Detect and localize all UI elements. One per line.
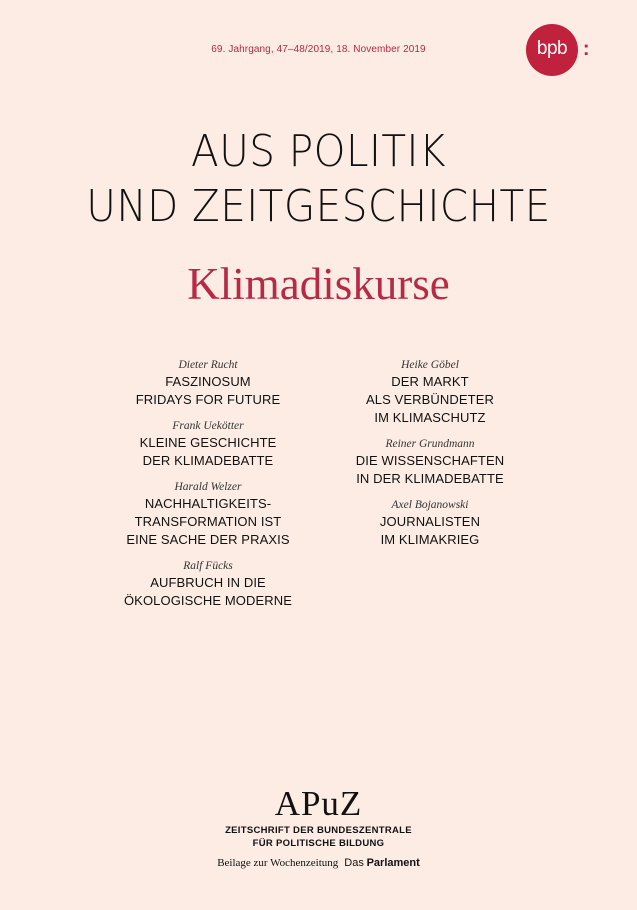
article-headline: ALS VERBÜNDETER [366, 392, 494, 407]
article-headline: IN DER KLIMADEBATTE [356, 471, 504, 486]
article-author: Heike Göbel [401, 359, 459, 371]
article-headline: TRANSFORMATION IST [134, 514, 282, 529]
article-headline: NACHHALTIGKEITS- [144, 496, 272, 511]
issue-topic: Klimadiskurse [187, 259, 450, 309]
bpb-logo-colon: : [582, 38, 589, 60]
newspaper-parlament: Parlament [366, 857, 420, 869]
article-headline: ÖKOLOGISCHE MODERNE [123, 593, 293, 608]
article-headline: AUFBRUCH IN DIE [150, 575, 266, 590]
article-entry [330, 435, 530, 488]
bpb-logo [526, 24, 589, 76]
article-entry [108, 478, 308, 549]
article-entry [108, 417, 308, 470]
newspaper-das: Das [344, 857, 364, 869]
article-entry [108, 557, 308, 610]
article-headline: IM KLIMASCHUTZ [374, 410, 486, 425]
article-headline: IM KLIMAKRIEG [380, 532, 480, 547]
article-author: Dieter Rucht [178, 359, 238, 371]
issue-info: 69. Jahrgang, 47–48/2019, 18. November 2019 [211, 44, 426, 55]
article-headline: EINE SACHE DER PRAXIS [126, 532, 290, 547]
article-author: Reiner Grundmann [385, 438, 475, 450]
article-headline: DIE WISSENSCHAFTEN [355, 453, 505, 468]
footer [0, 784, 637, 870]
article-headline: KLEINE GESCHICHTE [139, 435, 277, 450]
article-headline: DER KLIMADEBATTE [142, 453, 274, 468]
article-entry [330, 356, 530, 427]
articles-right-column [330, 356, 530, 557]
publisher-line-2: FÜR POLITISCHE BILDUNG [252, 838, 385, 849]
article-author: Ralf Fücks [183, 560, 233, 572]
article-headline: FRIDAYS FOR FUTURE [135, 392, 281, 407]
bpb-logo-text: bpb [536, 38, 568, 59]
article-entry [108, 356, 308, 409]
article-author: Axel Bojanowski [391, 499, 469, 511]
supplement-line [0, 856, 637, 870]
publisher-line-1: ZEITSCHRIFT DER BUNDESZENTRALE [225, 825, 412, 836]
supplement-text: Beilage zur Wochenzeitung [217, 857, 339, 869]
journal-title-line-2: UND ZEITGESCHICHTE [86, 181, 551, 232]
apuz-wordmark: APuZ [274, 784, 363, 823]
article-entry [330, 496, 530, 549]
journal-title [0, 124, 637, 234]
article-headline: FASZINOSUM [165, 374, 251, 389]
article-headline: DER MARKT [391, 374, 469, 389]
article-author: Frank Uekötter [172, 420, 244, 432]
journal-title-line-1: AUS POLITIK [191, 126, 446, 177]
articles-left-column [108, 356, 308, 618]
article-headline: JOURNALISTEN [379, 514, 481, 529]
article-author: Harald Welzer [174, 481, 242, 493]
